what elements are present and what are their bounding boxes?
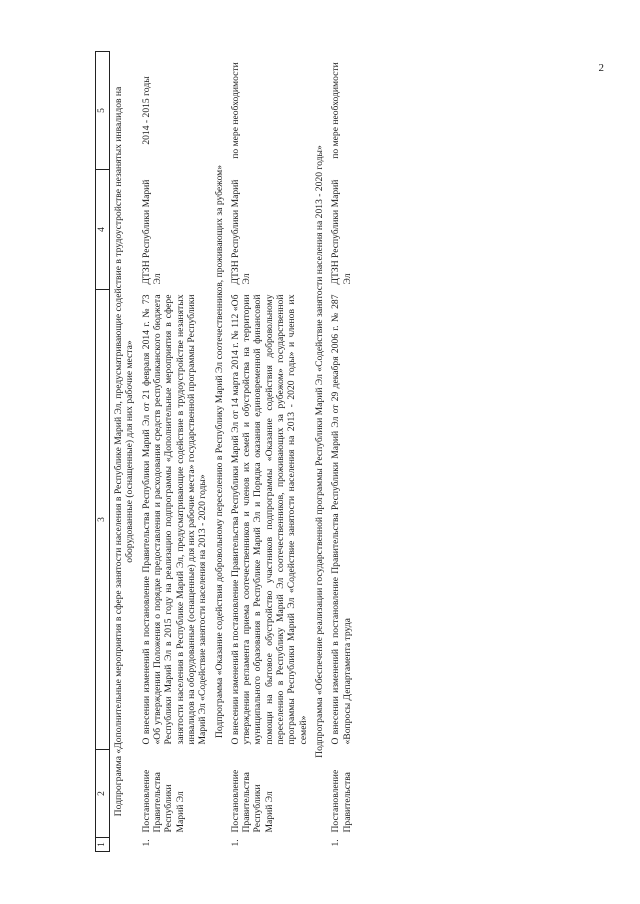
term: по мере необходимости [330, 62, 342, 159]
document-content: О внесении изменений в постановление Правительства Республики Марий Эл от 29 декабря 2006 г. № 287 «Вопросы Департамента труда [330, 294, 353, 745]
column-header-1: 1 [96, 838, 110, 852]
executor: ДТЗН Республики Марий Эл [229, 179, 253, 285]
table-row [227, 52, 311, 852]
table-row [138, 52, 211, 852]
document-type: Постановление Правительства Республики Марий Эл [140, 769, 186, 833]
table-row [327, 52, 355, 852]
subprogram-title-row [211, 52, 227, 852]
column-header-5: 5 [96, 52, 110, 170]
term: по мере необходимости [229, 62, 241, 159]
subprogram-title: Подпрограмма «Дополнительные мероприятия в сфере занятости населения в Республике Марий Эл, предусматривающие содействие в трудоустройстве незанятых инвалидов на оборудованные (оснащенные) для них рабочие места» [113, 86, 136, 817]
table-header-row [96, 52, 110, 852]
executor: ДТЗН Республики Марий Эл [140, 179, 163, 285]
document-type: Постановление Правительства [330, 769, 353, 833]
row-number: 1. [140, 839, 152, 847]
document-content: О внесении изменений в постановление Правительства Республики Марий Эл от 14 марта 2014 г. № 112 «Об утверждении регламента приема соотечественников и членов их семей и обустройства на территории муниципального образования в Республике Марий Эл и Порядка оказания единовременной финансовой помощи на бытовое обустройство участников подпрограммы «Оказание содействия добровольному переселению в Республику Марий Эл соотечественников, проживающих за рубежом» государственной программы Республики Марий Эл «Содействие занятости населения на 2013 - 2020 годы» и членов их семей» [229, 294, 309, 745]
executor: ДТЗН Республики Марий Эл [330, 179, 353, 285]
document-content: О внесении изменений в постановление Правительства Республики Марий Эл от 21 февраля 2014 г. № 73 «Об утверждении Положения о порядке предоставления и расходования средств республиканского бюджета Республики Марий Эл в 2015 году на реализацию подпрограммы «Дополнительные мероприятия в сфере занятости населения в Республике Марий Эл, предусматривающие содействие в трудоустройстве незанятых инвалидов на оборудованные (оснащенные) для них рабочие места» государственной программы Республики Марий Эл «Содействие занятости населения на 2013 - 2020 годы» [140, 294, 209, 745]
subprogram-title-row [311, 52, 327, 852]
row-number: 1. [330, 839, 342, 847]
subprogram-title-row [110, 52, 138, 852]
subprogram-title: Подпрограмма «Обеспечение реализации государственной программы Республики Марий Эл «Содействие занятости населения на 2013 - 2020 годы» [314, 145, 325, 758]
column-header-4: 4 [96, 170, 110, 290]
column-header-2: 2 [96, 750, 110, 838]
term: 2014 - 2015 годы [140, 76, 152, 145]
normative-acts-table [95, 51, 355, 852]
row-number: 1. [229, 839, 241, 847]
document-type: Постановление Правительства Республики Марий Эл [229, 769, 275, 833]
column-header-3: 3 [96, 290, 110, 750]
rotated-page-content [95, 52, 635, 852]
subprogram-title: Подпрограмма «Оказание содействия добровольному переселению в Республику Марий Эл соотечественников, проживающих за рубежом» [213, 164, 225, 739]
page-number: 2 [598, 62, 604, 74]
